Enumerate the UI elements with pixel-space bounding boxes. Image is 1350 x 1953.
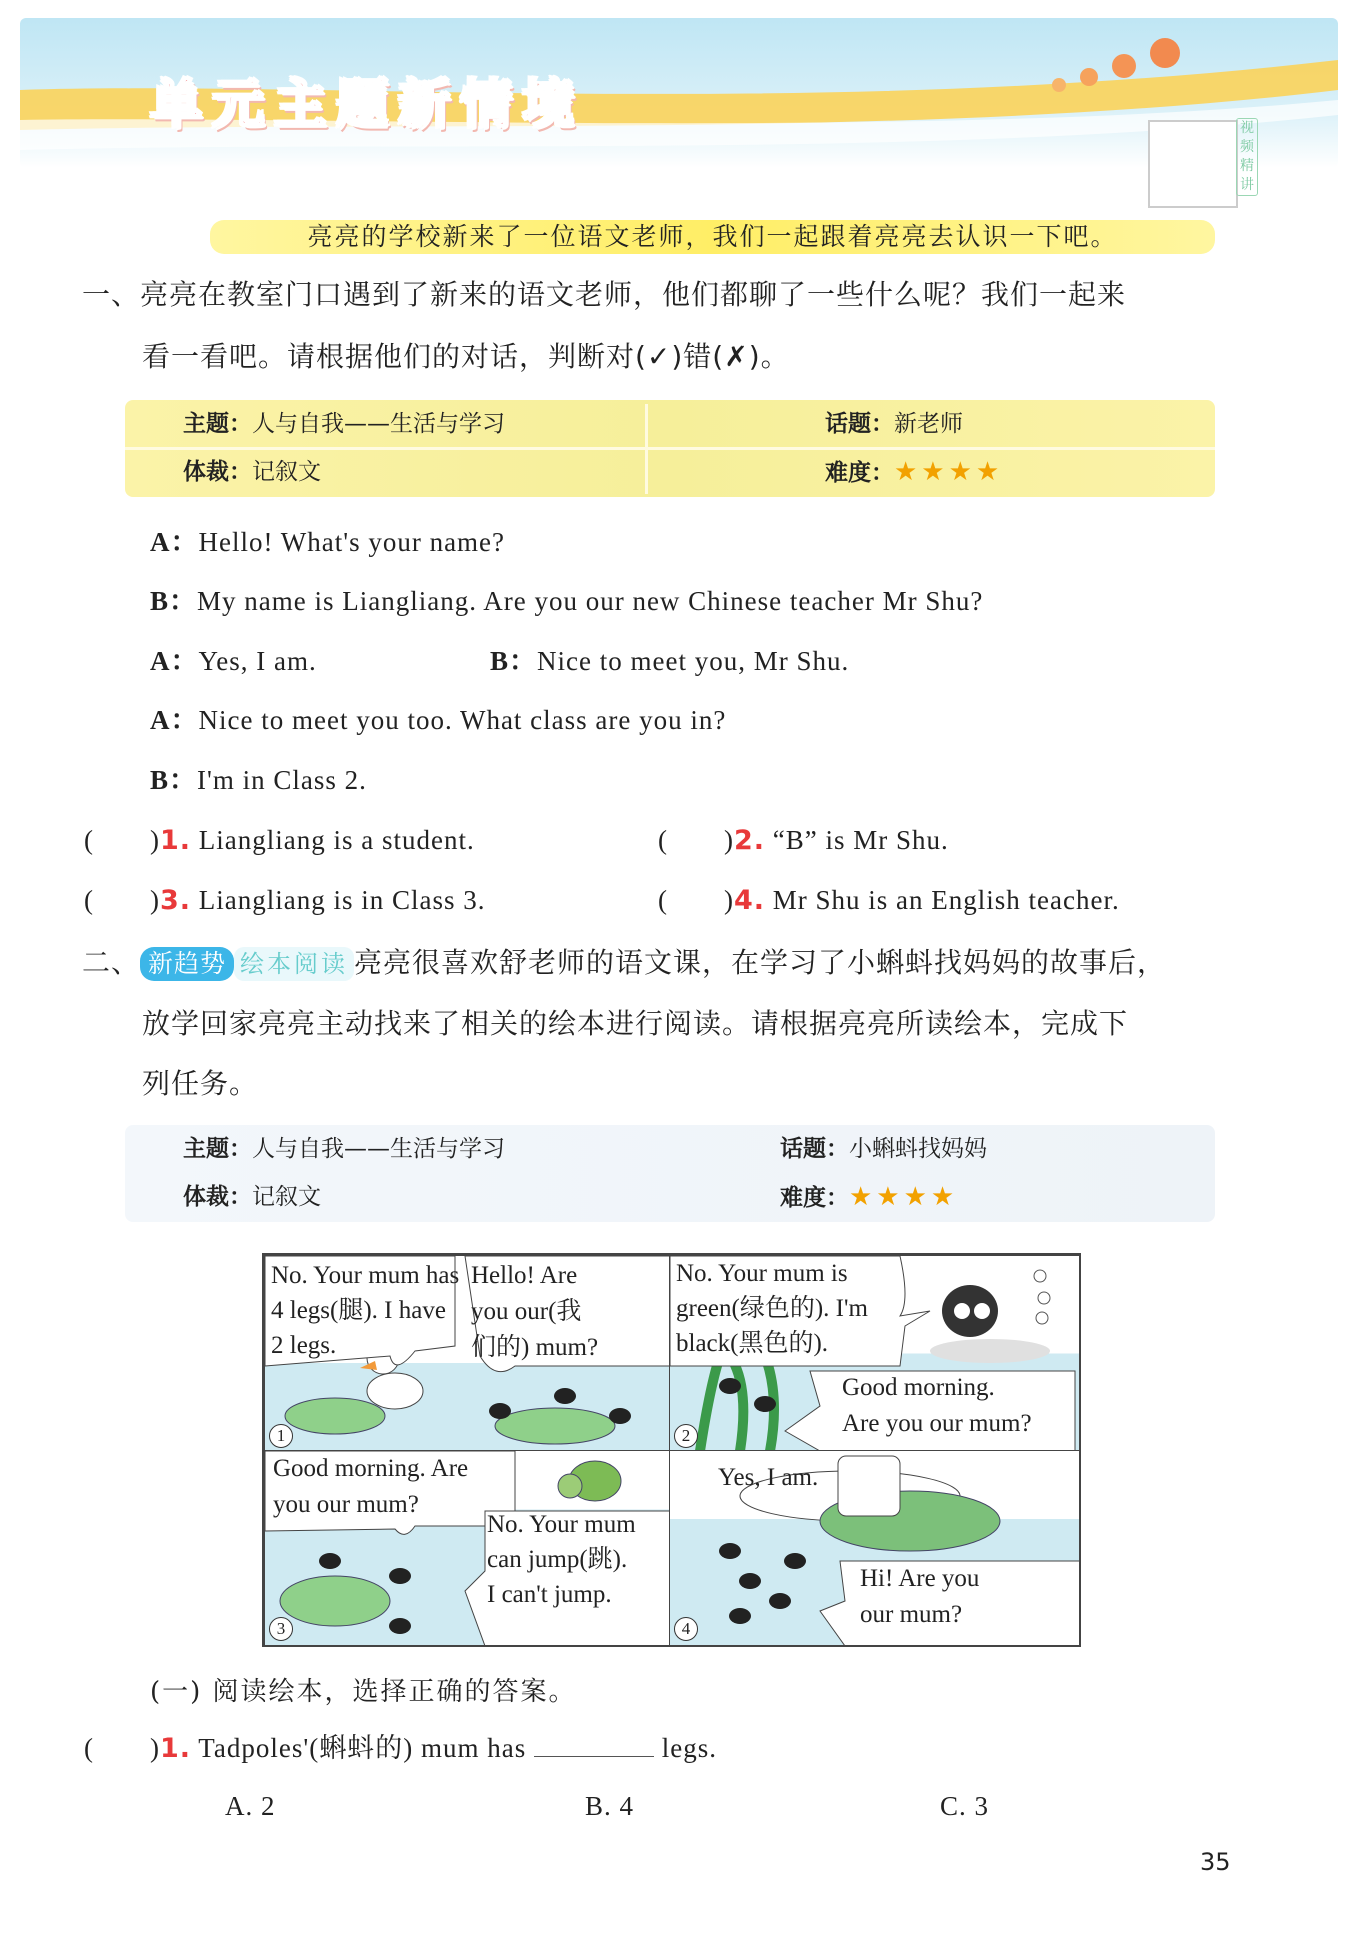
section2-prompt-line3: 列任务。 (142, 1067, 259, 1100)
dialogue-line: B：I'm in Class 2. (150, 765, 367, 795)
section2-prompt-line1: 二、 新趋势 绘本阅读 亮亮很喜欢舒老师的语文课，在学习了小蝌蚪找妈妈的故事后， (82, 946, 1167, 979)
comic-text: I can't jump. (487, 1581, 612, 1608)
comic-text: black(黑色的). (676, 1330, 829, 1357)
comic-text: Good morning. Are (273, 1455, 469, 1482)
panel-number: 3 (269, 1617, 293, 1641)
comic-text: No. Your mum (487, 1511, 636, 1538)
comic-text: 2 legs. (271, 1332, 337, 1359)
comic-text: green(绿色的). I'm (676, 1295, 868, 1322)
genre-row: 体裁：记叙文 (183, 459, 321, 485)
comic-text: Hi! Are you (860, 1565, 980, 1592)
dialogue-line: B：Nice to meet you, Mr Shu. (490, 646, 850, 676)
option-a[interactable]: A. 2 (225, 1791, 276, 1821)
comic-text: No. Your mum is (676, 1260, 848, 1287)
intro-text: 亮亮的学校新来了一位语文老师，我们一起跟着亮亮去认识一下吧。 (307, 222, 1118, 251)
comic-panel-3 (264, 1450, 671, 1647)
comic-panel-2 (669, 1255, 1081, 1452)
decor-dot (1080, 68, 1098, 86)
comic-text: No. Your mum has (271, 1262, 460, 1289)
answer-blank[interactable] (534, 1730, 654, 1757)
star-icon: ★★★★ (849, 1182, 959, 1212)
section1-prompt-line2: 看一看吧。请根据他们的对话，判断对(✓)错(✗)。 (142, 340, 790, 373)
topic-row: 话题：小蝌蚪找妈妈 (780, 1136, 987, 1162)
panel-number: 2 (674, 1424, 698, 1448)
option-b[interactable]: B. 4 (585, 1791, 635, 1821)
subsection1-title: (一) 阅读绘本，选择正确的答案。 (150, 1677, 577, 1707)
comic-text: Hello! Are (471, 1262, 578, 1289)
choice-question-1[interactable]: ( )1. Tadpoles'(蝌蚪的) mum has legs. (84, 1728, 717, 1769)
comic-text: our mum? (860, 1601, 963, 1628)
comic-panel-4 (669, 1450, 1081, 1647)
dialogue-line: A：Nice to meet you too. What class are you in? (150, 705, 727, 735)
picture-book-tag: 绘本阅读 (234, 947, 354, 981)
star-icon: ★★★★ (894, 457, 1004, 487)
judge-item-2[interactable]: ( )2. “B” is Mr Shu. (658, 825, 949, 856)
comic-text: Good morning. (842, 1374, 995, 1401)
picture-book-comic (262, 1253, 1081, 1647)
comic-text: 4 legs(腿). I have (271, 1297, 446, 1324)
judge-item-3[interactable]: ( )3. Liangliang is in Class 3. (84, 885, 486, 916)
page-number: 35 (1200, 1848, 1231, 1876)
comic-text: you our(我 (471, 1298, 582, 1325)
section1-prompt-line1: 一、亮亮在教室门口遇到了新来的语文老师，他们都聊了一些什么呢？我们一起来 (82, 278, 1127, 311)
decor-dot (1112, 54, 1136, 78)
comic-text: Are you our mum? (842, 1410, 1032, 1437)
theme-row: 主题：人与自我——生活与学习 (183, 1136, 505, 1162)
genre-row: 体裁：记叙文 (183, 1184, 321, 1210)
section1-info-box (125, 400, 1215, 497)
comic-text: Yes, I am. (718, 1464, 819, 1491)
comic-panel-1 (264, 1255, 671, 1452)
video-label: 视频精讲 (1236, 118, 1258, 196)
intro-banner (210, 220, 1215, 254)
divider (125, 447, 1215, 450)
judge-item-4[interactable]: ( )4. Mr Shu is an English teacher. (658, 885, 1120, 916)
dialogue-line: A：Hello! What's your name? (150, 527, 506, 557)
decor-dot (1052, 78, 1066, 92)
comic-text: you our mum? (273, 1491, 419, 1518)
image-placeholder (838, 1456, 900, 1516)
panel-number: 4 (674, 1617, 698, 1641)
section2-info-box (125, 1125, 1215, 1222)
comic-text: can jump(跳). (487, 1546, 628, 1573)
option-c[interactable]: C. 3 (940, 1791, 990, 1821)
dialogue-line: A：Yes, I am. (150, 646, 317, 676)
panel-number: 1 (269, 1424, 293, 1448)
new-trend-badge: 新趋势 (140, 947, 234, 981)
judge-item-1[interactable]: ( )1. Liangliang is a student. (84, 825, 475, 856)
unit-title: 单元主题新情境 (150, 75, 585, 135)
section2-prompt-line2: 放学回家亮亮主动找来了相关的绘本进行阅读。请根据亮亮所读绘本，完成下 (142, 1007, 1129, 1040)
comic-text: 们的) mum? (471, 1334, 599, 1361)
theme-row: 主题：人与自我——生活与学习 (183, 411, 505, 437)
topic-row: 话题：新老师 (825, 411, 963, 437)
difficulty-row: 难度：★★★★ (825, 457, 1004, 487)
dialogue-line: B：My name is Liangliang. Are you our new Chinese teacher Mr Shu? (150, 586, 984, 616)
qr-code[interactable] (1148, 120, 1238, 208)
difficulty-row: 难度：★★★★ (780, 1182, 959, 1212)
decor-dot (1150, 38, 1180, 68)
